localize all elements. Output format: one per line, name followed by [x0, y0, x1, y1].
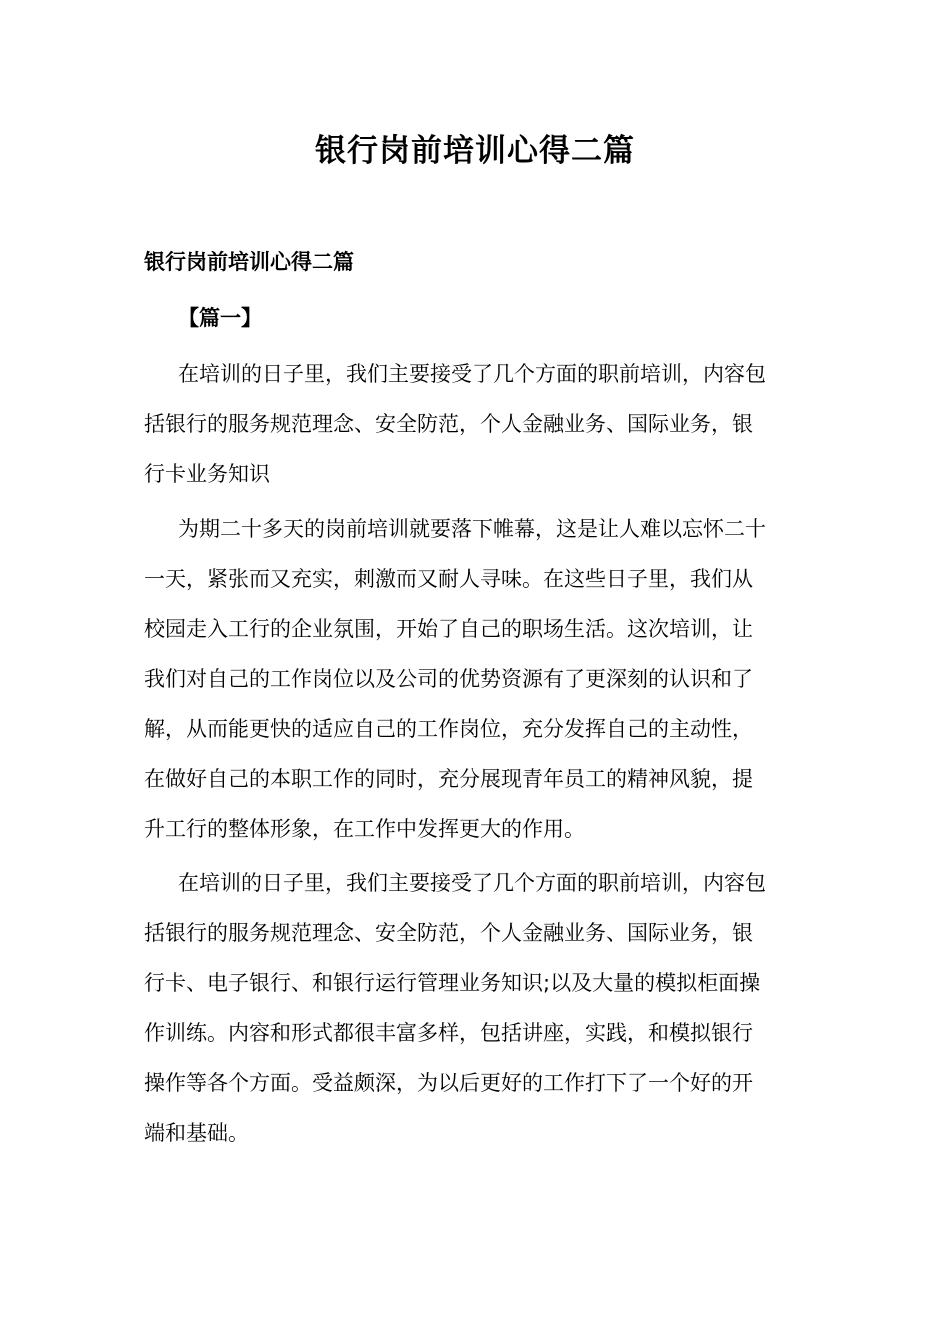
section-label: 【篇一】 [178, 306, 262, 330]
paragraph-line: 在做好自己的本职工作的同时，充分展现青年员工的精神风貌，提 [144, 767, 753, 791]
paragraph-line: 解，从而能更快的适应自己的工作岗位，充分发挥自己的主动性， [144, 717, 753, 741]
paragraph-line: 一天，紧张而又充实，刺激而又耐人寻味。在这些日子里，我们从 [144, 567, 753, 591]
paragraph-line: 端和基础。 [144, 1121, 249, 1145]
paragraph-line: 升工行的整体形象，在工作中发挥更大的作用。 [144, 817, 585, 841]
paragraph-line: 我们对自己的工作岗位以及公司的优势资源有了更深刻的认识和了 [144, 667, 753, 691]
paragraph-line: 校园走入工行的企业氛围，开始了自己的职场生活。这次培训，让 [144, 617, 753, 641]
document-subtitle: 银行岗前培训心得二篇 [144, 250, 354, 274]
paragraph-line: 为期二十多天的岗前培训就要落下帷幕，这是让人难以忘怀二十 [178, 517, 766, 541]
paragraph-line: 括银行的服务规范理念、安全防范，个人金融业务、国际业务，银 [144, 921, 753, 945]
paragraph-line: 行卡业务知识 [144, 462, 270, 486]
paragraph-line: 括银行的服务规范理念、安全防范，个人金融业务、国际业务，银 [144, 412, 753, 436]
document-title: 银行岗前培训心得二篇 [315, 133, 635, 169]
paragraph-3 [144, 858, 806, 1158]
paragraph-line: 行卡、电子银行、和银行运行管理业务知识;以及大量的模拟柜面操 [144, 971, 761, 995]
paragraph-line: 操作等各个方面。受益颇深，为以后更好的工作打下了一个好的开 [144, 1071, 753, 1095]
paragraph-line: 作训练。内容和形式都很丰富多样，包括讲座，实践，和模拟银行 [144, 1021, 753, 1045]
paragraph-1 [144, 349, 806, 499]
paragraph-line: 在培训的日子里，我们主要接受了几个方面的职前培训，内容包 [178, 871, 766, 895]
paragraph-line: 在培训的日子里，我们主要接受了几个方面的职前培训，内容包 [178, 362, 766, 386]
paragraph-2 [144, 504, 806, 854]
